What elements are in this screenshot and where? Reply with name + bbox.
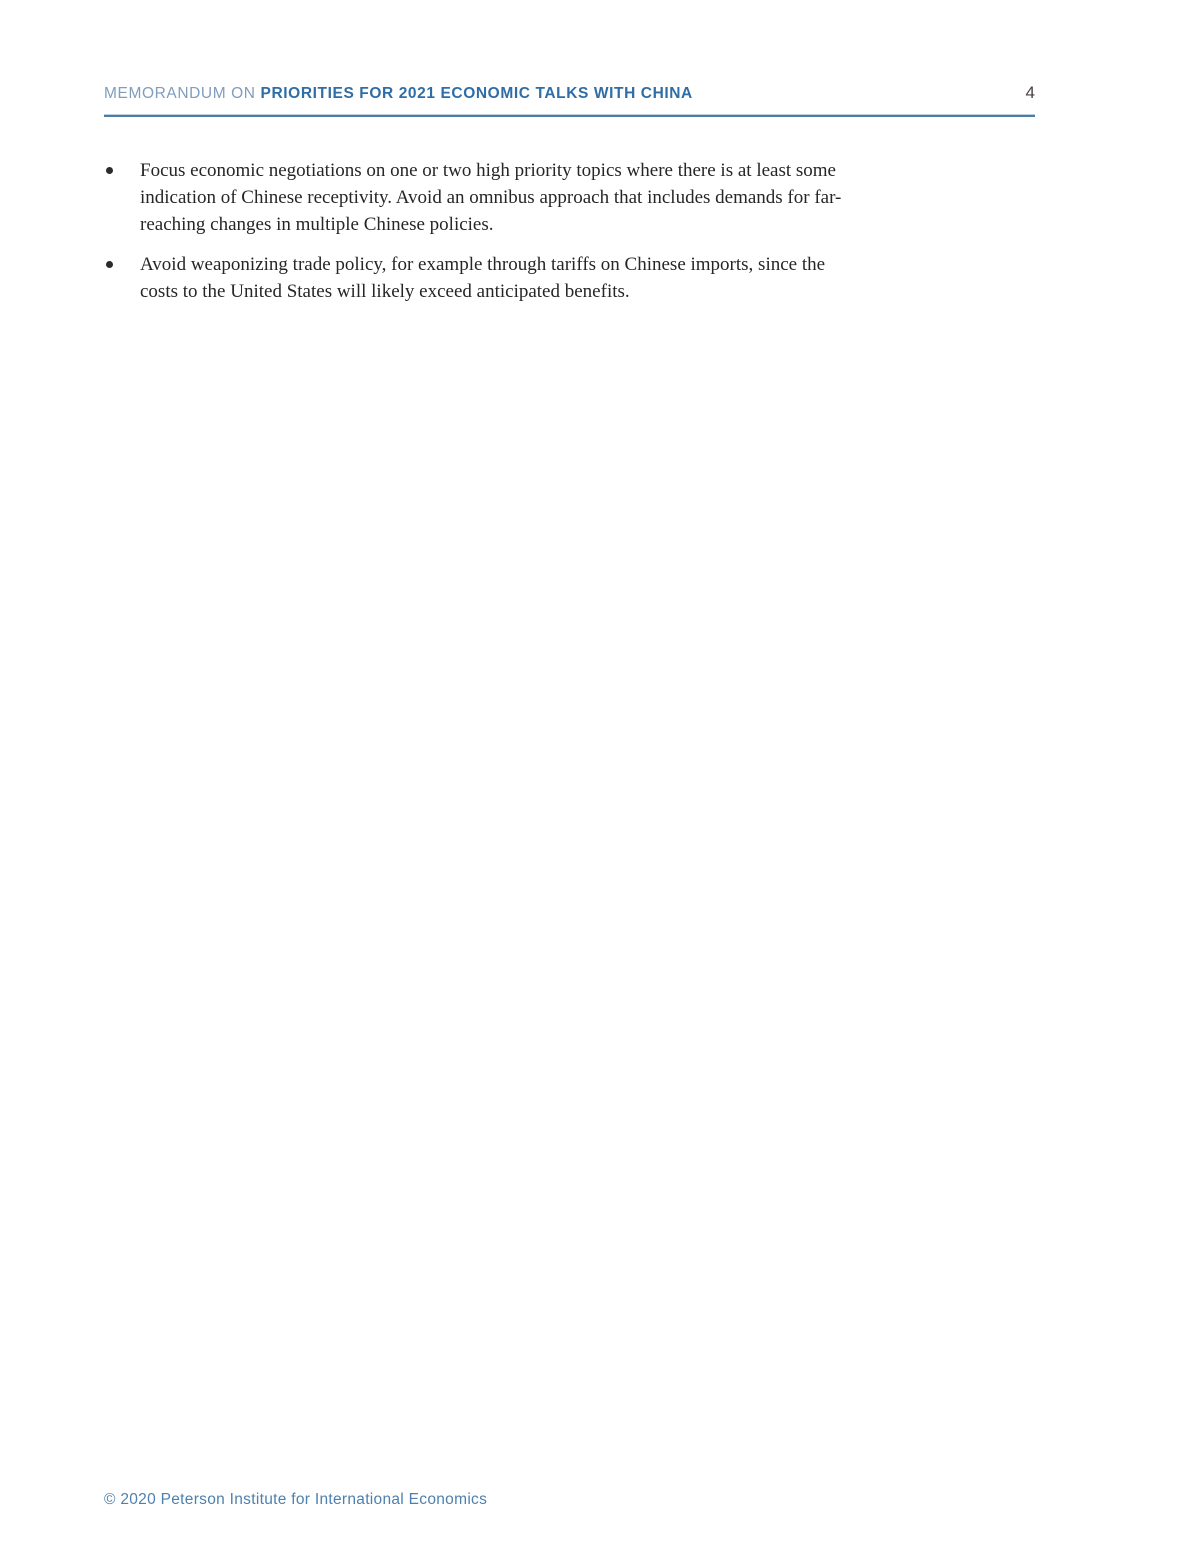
bullet-text: Focus economic negotiations on one or two high priority topics where there is at least some indication of Chinese receptivity. Avoid an omnibus approach that includes demands for far-reaching changes in multiple Chinese policies. bbox=[140, 160, 842, 235]
page-number: 4 bbox=[1025, 83, 1035, 102]
bullet-item bbox=[104, 157, 849, 238]
body-content bbox=[104, 157, 849, 318]
running-header-document-title: PRIORITIES FOR 2021 ECONOMIC TALKS WITH CHINA bbox=[260, 85, 693, 102]
header-divider-rule bbox=[104, 114, 1035, 117]
footer-copyright: © 2020 Peterson Institute for International Economics bbox=[104, 1491, 488, 1508]
bullet-list bbox=[104, 157, 849, 305]
running-header-title bbox=[104, 85, 693, 103]
bullet-icon bbox=[106, 261, 113, 268]
bullet-text: Avoid weaponizing trade policy, for example through tariffs on Chinese imports, since the costs to the United States will likely exceed anticipated benefits. bbox=[140, 254, 826, 302]
bullet-icon bbox=[106, 167, 113, 174]
page-header bbox=[104, 84, 1035, 103]
bullet-item bbox=[104, 251, 849, 305]
running-header-prefix: MEMORANDUM ON bbox=[104, 85, 256, 102]
